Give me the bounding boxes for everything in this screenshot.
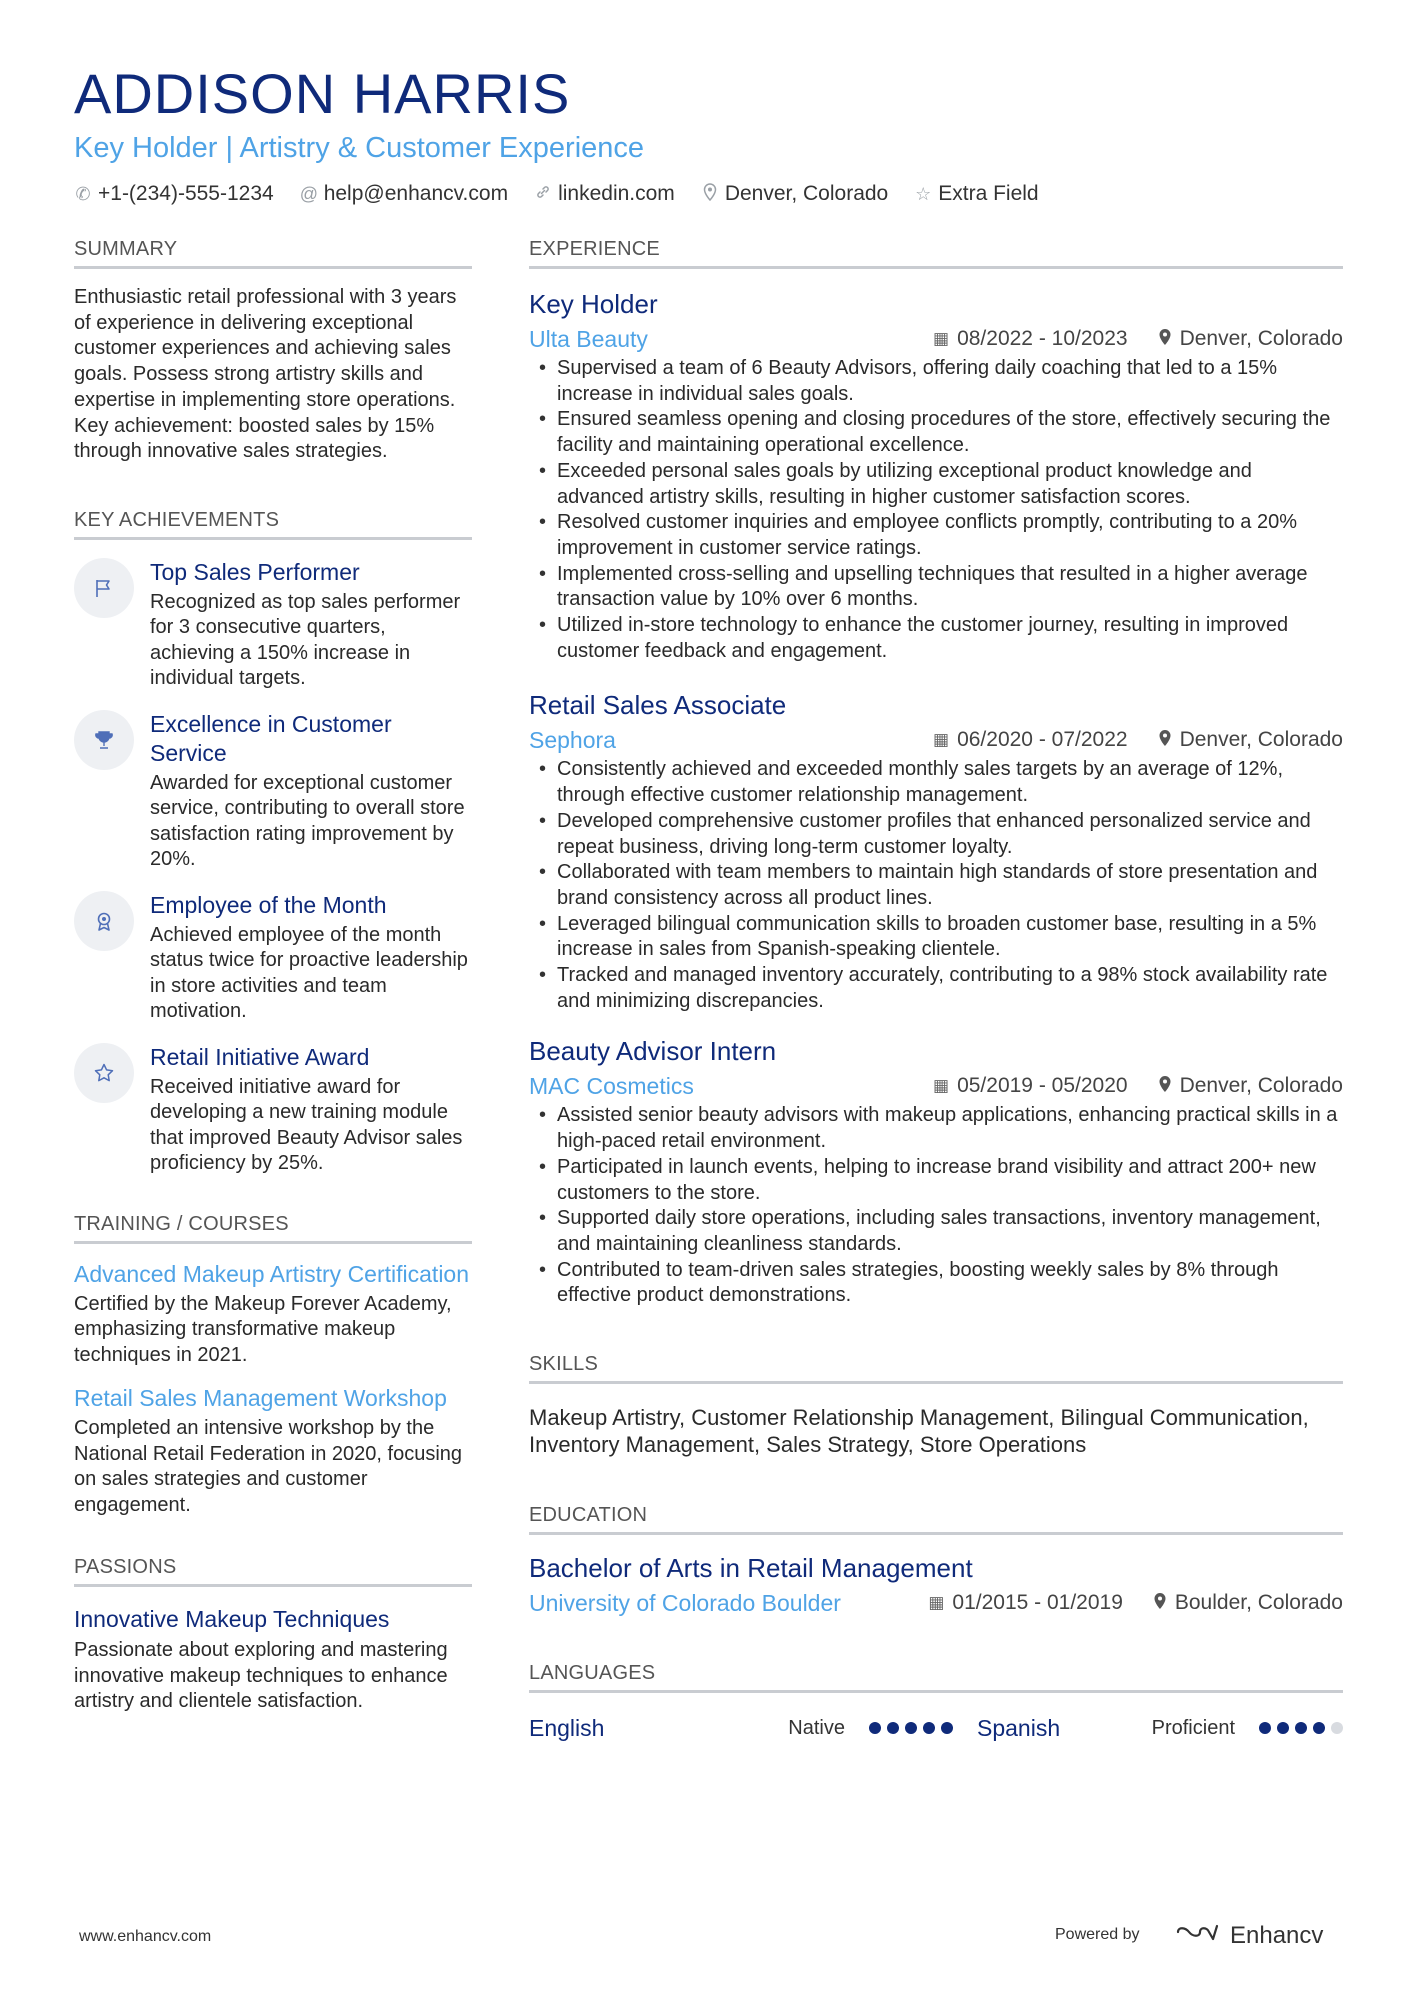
link-icon: [534, 184, 552, 205]
skills-section: [529, 1351, 1343, 1458]
job-company: MAC Cosmetics: [529, 1072, 694, 1099]
calendar-icon: ▦: [933, 329, 950, 348]
job-dates: 08/2022 - 10/2023: [957, 327, 1128, 350]
rating-dot-filled: [1295, 1722, 1307, 1734]
job-bullet: • Implemented cross-selling and upselling techniques that resulted in a higher average transaction value by 10% over 6 months.: [529, 562, 1343, 613]
footer-brand[interactable]: [1174, 1920, 1323, 1951]
languages-section: [529, 1660, 1343, 1745]
job-location: Denver, Colorado: [1179, 327, 1343, 350]
job-title: Retail Sales Associate: [529, 690, 787, 721]
course-title: Advanced Makeup Artistry Certification: [74, 1260, 470, 1287]
language-item: [977, 1715, 1343, 1742]
job-bullet: • Assisted senior beauty advisors with makeup applications, enhancing practical skills in a high-paced retail environment.: [529, 1103, 1343, 1154]
location-icon: [1158, 729, 1172, 752]
rating-dot-filled: [869, 1722, 881, 1734]
summary-text: Enthusiastic retail professional with 3 years of experience in delivering exceptional customer experiences and achieving sales goals. Possess strong artistry skills and expertise in implementing store operations. Key achievement: boosted sales by 15% through innovative sales strategies.: [74, 286, 457, 463]
left-column: [74, 236, 472, 1715]
education-dates: 01/2015 - 01/2019: [952, 1591, 1123, 1615]
contact-extra: [914, 182, 1038, 206]
rating-dot-filled: [923, 1722, 935, 1734]
language-name: English: [529, 1714, 605, 1741]
job-company: Ulta Beauty: [529, 325, 648, 352]
calendar-icon: ▦: [933, 730, 950, 750]
education-section: [529, 1502, 1343, 1618]
location-icon: [1158, 1075, 1172, 1098]
job-bullet: • Developed comprehensive customer profiles that enhanced personalized service and repeat business, driving long-term customer loyalty.: [529, 809, 1343, 860]
passion-desc: Passionate about exploring and mastering innovative makeup techniques to enhance artistry and clientele satisfaction.: [74, 1639, 448, 1713]
achievement-item: [74, 558, 472, 692]
star-icon: [74, 1043, 134, 1103]
education-location: Boulder, Colorado: [1174, 1591, 1343, 1615]
passions-section: [74, 1554, 472, 1715]
achievement-title: Employee of the Month: [150, 891, 387, 918]
language-rating: [1253, 1722, 1343, 1734]
languages-heading: LANGUAGES: [529, 1660, 1343, 1693]
job-title: Key Holder: [529, 289, 658, 319]
contact-bar: [74, 178, 1344, 210]
rating-dot-filled: [905, 1722, 917, 1734]
contact-location: [701, 182, 888, 206]
job-entry: [529, 688, 1343, 1014]
contact-email-text: help@enhancv.com: [323, 182, 509, 205]
job-entry: [529, 1034, 1343, 1309]
job-bullet: • Supported daily store operations, including sales transactions, inventory management, and maintaining cleanliness standards.: [529, 1206, 1343, 1257]
passion-title: Innovative Makeup Techniques: [74, 1606, 390, 1633]
job-dates: 05/2019 - 05/2020: [957, 1074, 1128, 1098]
job-bullet: • Leveraged bilingual communication skills to broaden customer base, resulting in a 5% increase in sales from Spanish-speaking clientele.: [529, 912, 1343, 963]
contact-linkedin[interactable]: [534, 182, 675, 206]
footer-url[interactable]: www.enhancv.com: [79, 1928, 212, 1945]
contact-phone-text: +1-(234)-555-1234: [98, 182, 274, 205]
enhancv-logo-icon: [1174, 1920, 1220, 1951]
summary-heading: SUMMARY: [74, 236, 472, 269]
footer: [0, 1920, 1410, 1960]
course-desc: Completed an intensive workshop by the National Retail Federation in 2020, focusing on sales strategies and customer engagement.: [74, 1417, 463, 1516]
job-dates: 06/2020 - 07/2022: [957, 728, 1128, 752]
passions-heading: PASSIONS: [74, 1554, 472, 1587]
language-level: Native: [788, 1716, 845, 1739]
summary-section: [74, 236, 472, 465]
calendar-icon: ▦: [928, 1593, 945, 1613]
rating-dot-filled: [941, 1722, 953, 1734]
education-degree: Bachelor of Arts in Retail Management: [529, 1553, 973, 1584]
course-item: [74, 1384, 472, 1518]
training-section: [74, 1211, 472, 1519]
job-bullets: [529, 1103, 1343, 1309]
education-school: University of Colorado Boulder: [529, 1589, 841, 1616]
rating-dot-filled: [1259, 1722, 1271, 1734]
job-bullet: • Resolved customer inquiries and employee conflicts promptly, contributing to a 20% improvement in customer service ratings.: [529, 510, 1343, 561]
job-title: Beauty Advisor Intern: [529, 1036, 777, 1067]
star-icon: ☆: [915, 183, 932, 204]
flag-icon: [74, 558, 134, 618]
footer-brand-name: Enhancv: [1230, 1921, 1324, 1949]
language-name: Spanish: [977, 1714, 1061, 1741]
job-bullet: • Ensured seamless opening and closing procedures of the store, effectively securing the facility and maintaining operational excellence.: [529, 407, 1343, 458]
contact-phone[interactable]: [74, 182, 274, 206]
language-rating: [863, 1722, 953, 1734]
rating-dot-filled: [1277, 1722, 1289, 1734]
job-bullet: • Collaborated with team members to maintain high standards of store presentation and brand consistency across all product lines.: [529, 860, 1343, 911]
at-icon: @: [299, 183, 318, 204]
experience-heading: EXPERIENCE: [529, 236, 1343, 269]
rating-dot-filled: [1313, 1722, 1325, 1734]
job-bullet: • Supervised a team of 6 Beauty Advisors, offering daily coaching that led to a 15% increase in individual sales goals.: [529, 356, 1343, 407]
footer-powered-by: Powered by: [1055, 1926, 1140, 1943]
course-item: [74, 1260, 472, 1369]
job-entry: [529, 287, 1343, 664]
medal-icon: [74, 891, 134, 951]
achievement-desc: Awarded for exceptional customer service, contributing to overall store satisfaction rating improvement by 20%.: [150, 771, 465, 871]
course-desc: Certified by the Makeup Forever Academy, emphasizing transformative makeup techniques in 2021.: [74, 1292, 452, 1366]
achievements-section: [74, 507, 472, 1177]
experience-section: [529, 236, 1343, 1309]
rating-dot-filled: [887, 1722, 899, 1734]
achievement-title: Retail Initiative Award: [150, 1043, 370, 1070]
job-bullets: [529, 757, 1343, 1014]
location-icon: [1158, 328, 1172, 351]
education-heading: EDUCATION: [529, 1502, 1343, 1535]
skills-text: Makeup Artistry, Customer Relationship Management, Bilingual Communication, Inventory Management, Sales Strategy, Store Operations: [529, 1405, 1309, 1458]
job-bullet: • Tracked and managed inventory accurately, contributing to a 98% stock availability rate and minimizing discrepancies.: [529, 963, 1343, 1014]
location-icon: [701, 183, 719, 206]
language-item: [529, 1715, 953, 1742]
resume-header: [74, 60, 1344, 210]
rating-dot-empty: [1331, 1722, 1343, 1734]
job-bullet: • Exceeded personal sales goals by utilizing exceptional product knowledge and advanced artistry skills, resulting in higher customer satisfaction scores.: [529, 459, 1343, 510]
job-bullet: • Participated in launch events, helping to increase brand visibility and attract 200+ new customers to the store.: [529, 1155, 1343, 1206]
contact-extra-text: Extra Field: [938, 182, 1039, 205]
job-bullet: • Contributed to team-driven sales strategies, boosting weekly sales by 8% through effective product demonstrations.: [529, 1258, 1343, 1309]
candidate-role: Key Holder | Artistry & Customer Experience: [74, 132, 645, 164]
contact-linkedin-text: linkedin.com: [558, 182, 675, 205]
achievement-title: Top Sales Performer: [150, 558, 360, 585]
location-icon: [1153, 1592, 1167, 1615]
achievement-desc: Received initiative award for developing a new training module that improved Beauty Advisor sales proficiency by 25%.: [150, 1075, 463, 1175]
achievement-title: Excellence in Customer Service: [150, 710, 392, 766]
trophy-icon: [74, 710, 134, 770]
contact-email[interactable]: [300, 182, 508, 206]
achievement-desc: Recognized as top sales performer for 3 consecutive quarters, achieving a 150% increase in individual targets.: [150, 590, 461, 690]
candidate-name: ADDISON HARRIS: [74, 62, 571, 125]
job-location: Denver, Colorado: [1179, 728, 1343, 752]
job-bullet: • Utilized in-store technology to enhance the customer journey, resulting in improved customer feedback and engagement.: [529, 613, 1343, 664]
right-column: [529, 236, 1343, 1745]
course-title: Retail Sales Management Workshop: [74, 1385, 447, 1412]
training-heading: TRAINING / COURSES: [74, 1211, 472, 1244]
job-bullets: [529, 356, 1343, 664]
achievements-heading: KEY ACHIEVEMENTS: [74, 507, 472, 540]
skills-heading: SKILLS: [529, 1351, 1343, 1384]
achievement-item: [74, 891, 472, 1025]
job-location: Denver, Colorado: [1179, 1074, 1343, 1098]
contact-location-text: Denver, Colorado: [724, 182, 889, 205]
achievement-desc: Achieved employee of the month status twice for proactive leadership in store activities and team motivation.: [150, 923, 468, 1023]
job-company: Sephora: [529, 726, 616, 753]
language-level: Proficient: [1151, 1716, 1235, 1739]
achievement-item: [74, 710, 472, 873]
phone-icon: ✆: [75, 183, 91, 204]
calendar-icon: ▦: [933, 1076, 950, 1096]
achievement-item: [74, 1043, 472, 1177]
job-bullet: • Consistently achieved and exceeded monthly sales targets by an average of 12%, through effective customer relationship management.: [529, 757, 1343, 808]
